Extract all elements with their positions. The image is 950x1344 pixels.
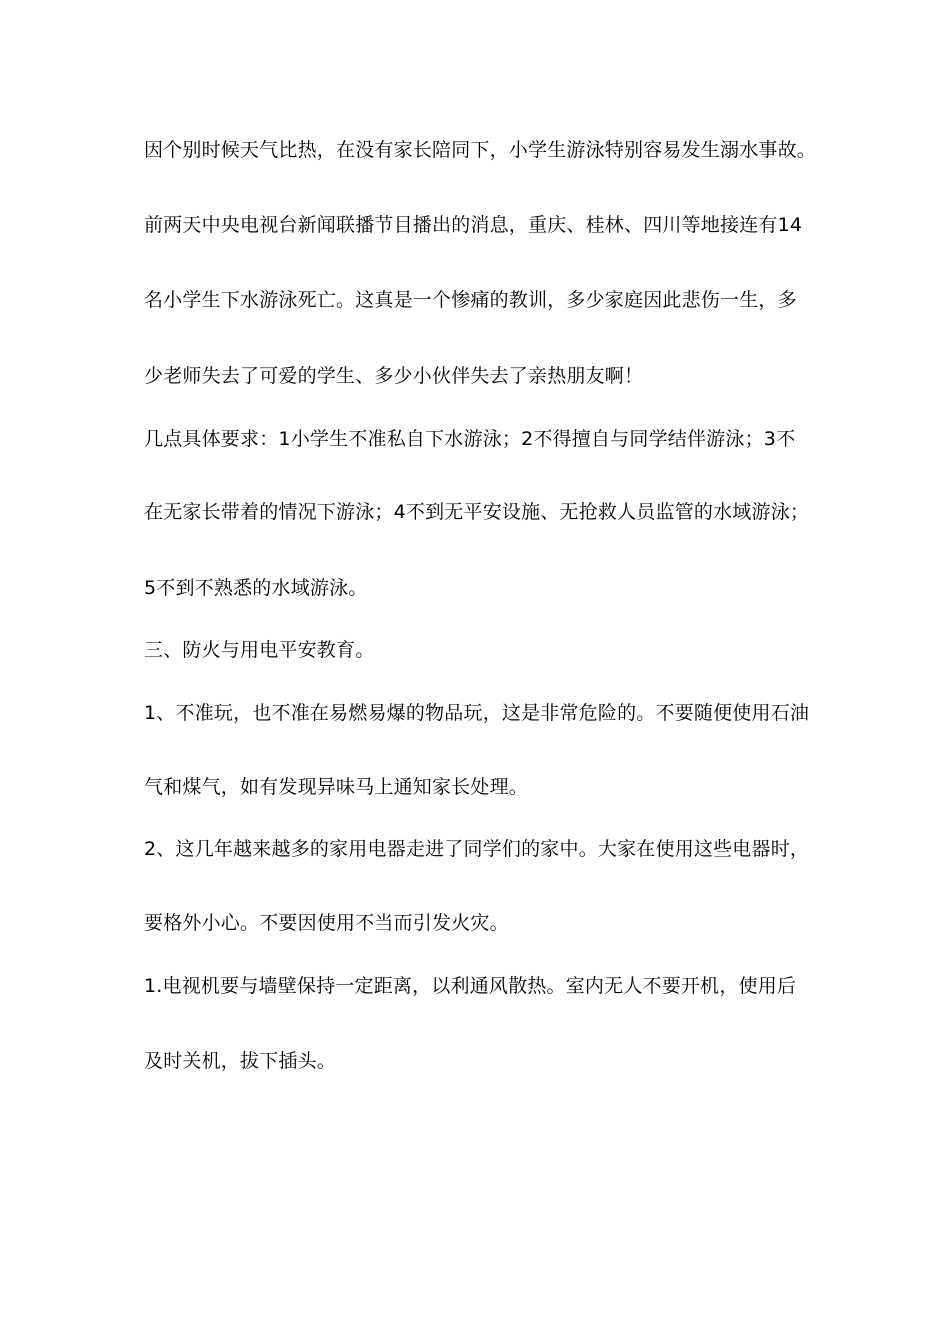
text-line: 几点具体要求：1小学生不准私自下水游泳；2不得擅自与同学结伴游泳；3不 xyxy=(144,428,796,450)
text-line: 1、不准玩，也不准在易燃易爆的物品玩，这是非常危险的。不要随便使用石油 xyxy=(144,702,810,724)
text-line: 少老师失去了可爱的学生、多少小伙伴失去了亲热朋友啊！ xyxy=(144,365,644,387)
text-line: 及时关机，拔下插头。 xyxy=(144,1050,337,1072)
text-line: 要格外小心。不要因使用不当而引发火灾。 xyxy=(144,912,509,934)
text-line: 5不到不熟悉的水域游泳。 xyxy=(144,577,368,599)
section-heading: 三、防火与用电平安教育。 xyxy=(144,639,375,661)
text-line: 名小学生下水游泳死亡。这真是一个惨痛的教训，多少家庭因此悲伤一生，多 xyxy=(144,289,797,311)
text-line: 2、这几年越来越多的家用电器走进了同学们的家中。大家在使用这些电器时， xyxy=(144,838,810,860)
text-line: 1.电视机要与墙壁保持一定距离，以利通风散热。室内无人不要开机，使用后 xyxy=(144,975,797,997)
text-line: 在无家长带着的情况下游泳；4不到无平安设施、无抢救人员监管的水域游泳； xyxy=(144,501,810,523)
text-line: 因个别时候天气比热，在没有家长陪同下，小学生游泳特别容易发生溺水事故。 xyxy=(144,139,817,161)
text-line: 气和煤气，如有发现异味马上通知家长处理。 xyxy=(144,776,529,798)
text-line: 前两天中央电视台新闻联播节目播出的消息，重庆、桂林、四川等地接连有14 xyxy=(144,214,803,236)
